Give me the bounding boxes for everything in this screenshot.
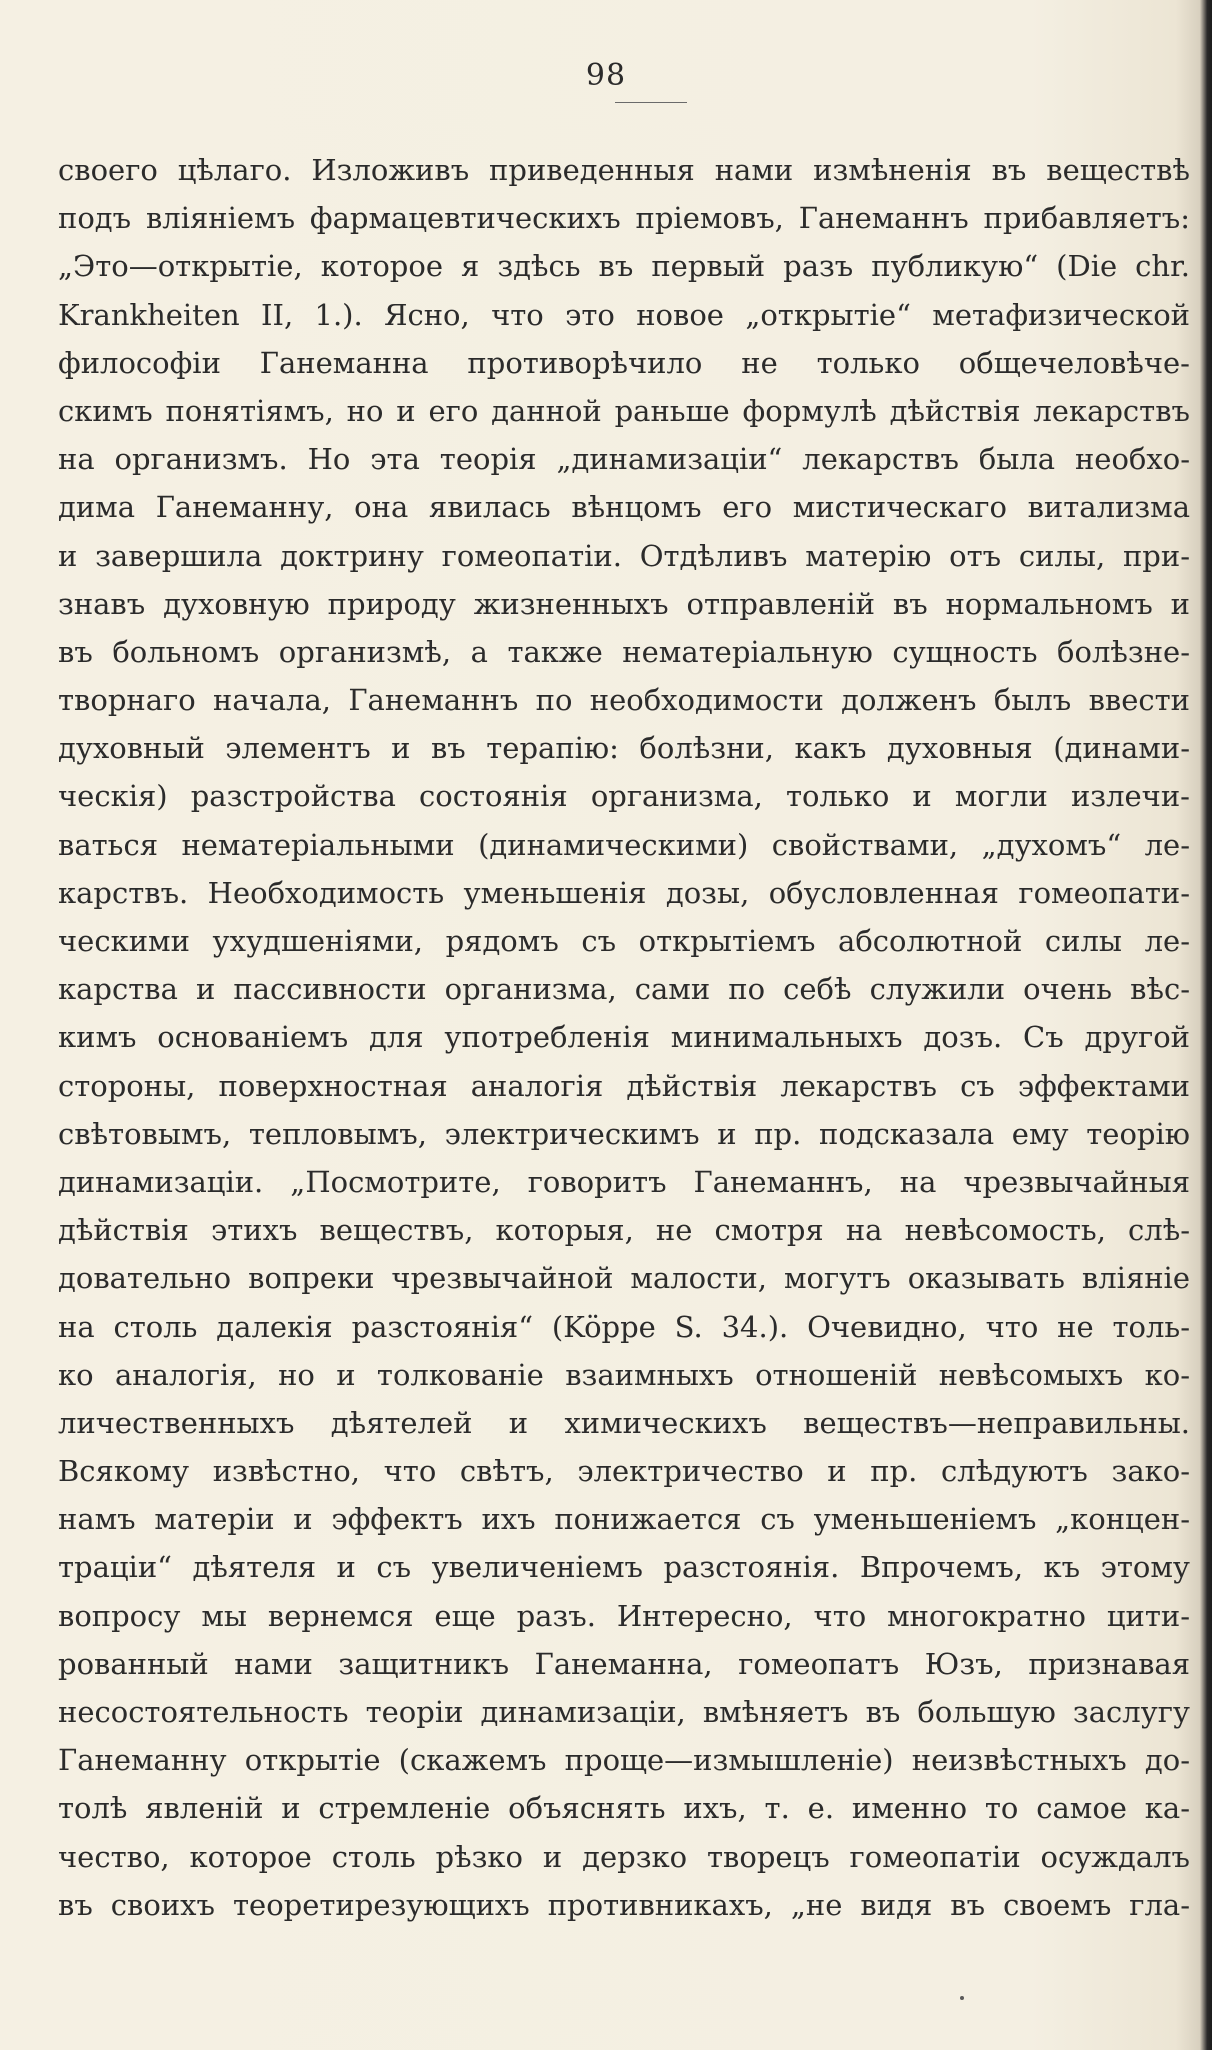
text-line: личественныхъ дѣятелей и химическихъ веществъ—неправильны. xyxy=(58,1405,1190,1440)
text-line: стороны, поверхностная аналогія дѣйствія лекарствъ съ эффектами xyxy=(58,1068,1190,1103)
text-line: Krankheiten II, 1.). Ясно, что это новое „открытіе“ метафизической xyxy=(58,297,1190,332)
text-line: на столь далекія разстоянія“ (Köрре S. 34.). Очевидно, что не толь- xyxy=(58,1309,1190,1344)
text-line: свѣтовымъ, тепловымъ, электрическимъ и пр. подсказала ему теорію xyxy=(58,1116,1190,1151)
text-line: ко аналогія, но и толкованіе взаимныхъ отношеній невѣсомыхъ ко- xyxy=(58,1357,1190,1392)
text-line: несостоятельность теоріи динамизаціи, вмѣняетъ въ большую заслугу xyxy=(58,1695,1190,1729)
text-line: въ своихъ теоретирезующихъ противникахъ, „не видя въ своемъ гла- xyxy=(58,1887,1190,1922)
text-line: знавъ духовную природу жизненныхъ отправленій въ нормальномъ и xyxy=(58,586,1190,621)
text-line: дѣйствія этихъ веществъ, которыя, не смотря на невѣсомость, слѣ- xyxy=(58,1213,1190,1248)
text-line: вопросу мы вернемся еще разъ. Интересно, что многократно цити- xyxy=(58,1598,1190,1633)
text-line: ческими ухудшеніями, рядомъ съ открытіемъ абсолютной силы ле- xyxy=(58,924,1190,958)
text-line: рованный нами защитникъ Ганеманна, гомеопатъ Юзъ, признавая xyxy=(58,1646,1190,1681)
text-line: траціи“ дѣятеля и съ увеличеніемъ разстоянія. Впрочемъ, къ этому xyxy=(58,1550,1190,1585)
text-line: толѣ явленій и стремленіе объяснять ихъ, т. е. именно то самое ка- xyxy=(58,1791,1190,1826)
text-line: на организмъ. Но эта теорія „динамизаціи“ лекарствъ была необхо- xyxy=(58,442,1190,477)
text-line: намъ матеріи и эффектъ ихъ понижается съ уменьшеніемъ „концен- xyxy=(58,1502,1190,1537)
text-line: въ больномъ организмѣ, а также нематеріальную сущность болѣзне- xyxy=(58,634,1190,669)
text-line: скимъ понятіямъ, но и его данной раньше формулѣ дѣйствія лекарствъ xyxy=(58,393,1190,428)
text-line: духовный элементъ и въ терапію: болѣзни, какъ духовныя (динами- xyxy=(58,731,1190,766)
text-line: ческія) разстройства состоянія организма, только и могли излечи- xyxy=(58,779,1190,814)
text-line: дима Ганеманну, она явилась вѣнцомъ его мистическаго витализма xyxy=(58,490,1190,525)
page-number-rule xyxy=(615,102,687,103)
body-text xyxy=(58,146,1190,1929)
text-line: чество, которое столь рѣзко и дерзко творецъ гомеопатіи осуждалъ xyxy=(58,1839,1190,1874)
text-line: Всякому извѣстно, что свѣтъ, электричество и пр. слѣдуютъ зако- xyxy=(58,1454,1190,1489)
text-line: своего цѣлаго. Изложивъ приведенныя нами измѣненія въ веществѣ xyxy=(58,153,1190,187)
text-line: Ганеманну открытіе (скажемъ проще—измышленіе) неизвѣстныхъ до- xyxy=(58,1743,1190,1778)
text-line: подъ вліяніемъ фармацевтическихъ пріемовъ, Ганеманнъ прибавляетъ: xyxy=(58,201,1190,236)
text-line: карствъ. Необходимость уменьшенія дозы, обусловленная гомеопати- xyxy=(58,875,1190,910)
text-line: и завершила доктрину гомеопатіи. Отдѣливъ матерію отъ силы, при- xyxy=(58,538,1190,573)
text-line: ваться нематеріальными (динамическими) свойствами, „духомъ“ ле- xyxy=(58,827,1190,862)
text-line: философіи Ганеманна противорѣчило не только общечеловѣче- xyxy=(58,345,1190,380)
text-line: творнаго начала, Ганеманнъ по необходимости долженъ былъ ввести xyxy=(58,683,1190,718)
ink-speck xyxy=(960,1996,964,2000)
page-number: 98 xyxy=(585,58,627,93)
text-line: „Это—открытіе, которое я здѣсь въ первый разъ публикую“ (Die chr. xyxy=(58,249,1190,284)
text-line: динамизаціи. „Посмотрите, говоритъ Ганеманнъ, на чрезвычайныя xyxy=(58,1164,1190,1199)
text-line: довательно вопреки чрезвычайной малости, могутъ оказывать вліяніе xyxy=(58,1261,1190,1296)
text-line: кимъ основаніемъ для употребленія минимальныхъ дозъ. Съ другой xyxy=(58,1020,1190,1055)
text-line: карства и пассивности организма, сами по себѣ служили очень вѣс- xyxy=(58,972,1190,1007)
